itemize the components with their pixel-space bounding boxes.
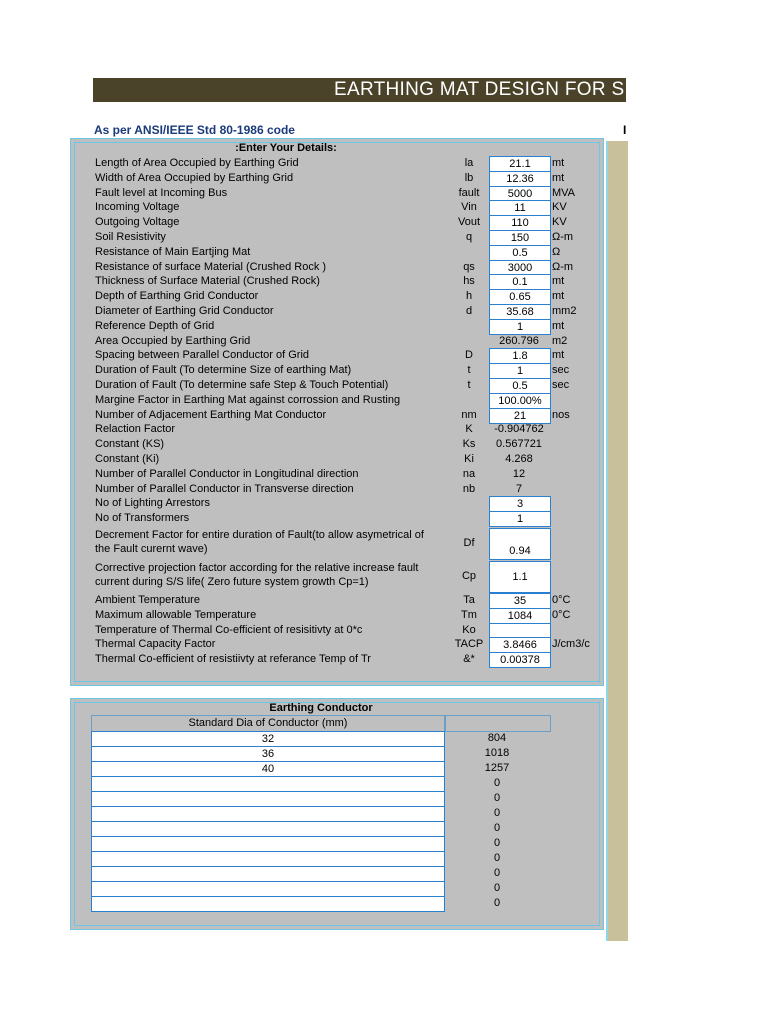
detail-label: Temperature of Thermal Co-efficient of resisitivty at 0*c — [95, 623, 363, 636]
conductor-area-cell: 804 — [487, 732, 507, 744]
detail-value-field[interactable]: 12.36 — [489, 171, 551, 187]
detail-label: Length of Area Occupied by Earthing Grid — [95, 157, 299, 169]
conductor-area-cell: 0 — [493, 792, 501, 804]
conductor-column-header: Standard Dia of Conductor (mm) — [91, 715, 445, 732]
detail-row — [71, 422, 601, 437]
detail-value-field[interactable]: 35.68 — [489, 304, 551, 320]
detail-label: Width of Area Occupied by Earthing Grid — [95, 171, 294, 184]
conductor-table-row — [91, 806, 551, 820]
conductor-area-cell: 0 — [493, 852, 501, 864]
detail-symbol: q — [465, 231, 473, 243]
detail-symbol: lb — [464, 171, 474, 184]
conductor-area-cell: 0 — [493, 777, 501, 789]
detail-unit: mt — [552, 349, 565, 362]
detail-row — [71, 230, 601, 245]
conductor-table-row — [91, 821, 551, 835]
conductor-dia-cell[interactable] — [91, 791, 445, 807]
detail-label: Soil Resistivity — [95, 231, 166, 243]
conductor-dia-cell[interactable] — [91, 821, 445, 837]
detail-value-field[interactable]: 100.00% — [489, 393, 551, 409]
detail-value-field: 4.268 — [505, 453, 533, 465]
conductor-table-row — [91, 896, 551, 910]
detail-symbol: nb — [462, 482, 476, 495]
detail-symbol: h — [465, 290, 473, 303]
detail-value-field[interactable]: 1.8 — [489, 348, 551, 364]
detail-symbol: Tm — [461, 608, 477, 621]
detail-symbol: Vin — [461, 201, 477, 214]
conductor-area-cell: 0 — [493, 837, 501, 849]
detail-label: Area Occupied by Earthing Grid — [95, 334, 251, 347]
detail-row — [71, 304, 601, 319]
detail-label: Ambient Temperature — [95, 594, 200, 606]
detail-value-field: 260.796 — [499, 334, 539, 347]
detail-symbol: K — [465, 423, 473, 436]
detail-row — [71, 437, 601, 452]
detail-symbol: t — [467, 364, 471, 377]
detail-value-field[interactable]: 0.5 — [489, 245, 551, 261]
detail-label: Thermal Co-efficient of resistiivty at referance Temp of Tr — [95, 653, 371, 666]
detail-label: Margine Factor in Earthing Mat against corrossion and Rusting — [95, 393, 401, 406]
decrement-row-label-line2: the Fault curernt wave) — [95, 543, 208, 555]
detail-unit: mm2 — [552, 305, 577, 317]
detail-symbol: Ks — [462, 438, 476, 451]
conductor-dia-cell[interactable] — [91, 776, 445, 792]
detail-label: Number of Adjacement Earthing Mat Conductor — [95, 408, 327, 421]
detail-label: Resistance of surface Material (Crushed Rock ) — [95, 260, 327, 273]
detail-value-field[interactable]: 11 — [489, 200, 551, 216]
detail-value-field[interactable]: 21.1 — [489, 156, 551, 172]
detail-symbol: d — [465, 305, 473, 317]
conductor-table-row — [91, 851, 551, 865]
detail-symbol: nm — [461, 408, 477, 421]
detail-value-field: 0.567721 — [496, 438, 542, 451]
standard-subtitle: As per ANSI/IEEE Std 80-1986 code — [94, 123, 295, 137]
detail-unit: Ω-m — [552, 260, 574, 273]
detail-value-field[interactable]: 3.8466 — [489, 637, 551, 653]
detail-label: Diameter of Earthing Grid Conductor — [95, 305, 274, 317]
conductor-dia-cell[interactable]: 40 — [91, 761, 445, 777]
conductor-dia-cell[interactable] — [91, 881, 445, 897]
detail-label: No of Transformers — [95, 512, 190, 525]
detail-row — [71, 156, 601, 171]
conductor-heading: Earthing Conductor — [269, 702, 373, 714]
conductor-area-header — [445, 715, 551, 732]
detail-symbol: Ki — [464, 453, 474, 465]
conductor-table-row — [91, 791, 551, 805]
detail-unit: mt — [552, 171, 565, 184]
detail-row — [71, 245, 601, 260]
detail-row — [71, 363, 601, 378]
detail-unit: mt — [552, 319, 565, 332]
detail-value-field[interactable]: 21 — [489, 408, 551, 424]
detail-unit: J/cm3/c — [552, 638, 590, 651]
detail-label: Outgoing Voltage — [95, 216, 180, 229]
conductor-table-row — [91, 761, 551, 775]
detail-symbol: hs — [463, 275, 475, 288]
detail-value-field[interactable]: 0.5 — [489, 378, 551, 394]
detail-row — [71, 171, 601, 186]
detail-unit: sec — [552, 364, 570, 377]
details-heading: :Enter Your Details: — [235, 142, 337, 154]
detail-row — [71, 496, 601, 511]
detail-symbol: &* — [463, 653, 475, 666]
conductor-dia-cell[interactable] — [91, 851, 445, 867]
conductor-area-cell: 0 — [493, 882, 501, 894]
detail-symbol: qs — [463, 260, 475, 273]
conductor-dia-cell[interactable] — [91, 866, 445, 882]
conductor-area-cell: 0 — [493, 867, 501, 879]
detail-symbol: t — [467, 379, 471, 391]
detail-value-field[interactable]: 0.65 — [489, 289, 551, 305]
conductor-area-cell: 1257 — [484, 762, 510, 774]
decrement-row-value-field[interactable]: 0.94 — [489, 528, 551, 560]
detail-value-field[interactable]: 110 — [489, 215, 551, 231]
detail-value-field[interactable]: 150 — [489, 230, 551, 246]
detail-label: Number of Parallel Conductor in Transverse direction — [95, 482, 354, 495]
detail-row — [71, 467, 601, 482]
projection-row-label-line1: Corrective projection factor according for the relative increase fault — [95, 562, 419, 574]
detail-value-field[interactable]: 0.00378 — [489, 652, 551, 668]
detail-value-field[interactable]: 0.1 — [489, 274, 551, 290]
detail-value-field[interactable]: 1 — [489, 319, 551, 335]
conductor-table-row — [91, 881, 551, 895]
detail-row — [71, 348, 601, 363]
detail-unit: mt — [552, 275, 565, 288]
detail-row — [71, 482, 601, 497]
detail-unit: KV — [552, 216, 567, 229]
detail-label: Relaction Factor — [95, 423, 176, 436]
detail-row — [71, 186, 601, 201]
detail-unit: Ω-m — [552, 231, 574, 243]
conductor-area-cell: 0 — [493, 807, 501, 819]
detail-unit: MVA — [552, 186, 576, 199]
detail-unit: Ω — [552, 245, 561, 258]
conductor-area-cell: 0 — [493, 822, 501, 834]
conductor-table-row — [91, 731, 551, 745]
detail-label: Incoming Voltage — [95, 201, 180, 214]
detail-symbol: Vout — [457, 216, 481, 229]
detail-row — [71, 408, 601, 423]
detail-label: Duration of Fault (To determine Size of earthing Mat) — [95, 364, 352, 377]
detail-row — [71, 511, 601, 526]
detail-row — [71, 274, 601, 289]
detail-unit: 0°C — [552, 608, 571, 621]
detail-label: Thermal Capacity Factor — [95, 638, 216, 651]
conductor-area-cell: 1018 — [484, 747, 510, 759]
detail-unit: KV — [552, 201, 567, 214]
detail-row — [71, 452, 601, 467]
detail-value-field: -0.904762 — [494, 423, 544, 436]
detail-label: Resistance of Main Eartjing Mat — [95, 245, 251, 258]
conductor-area-cell: 0 — [493, 897, 501, 909]
detail-unit: m2 — [552, 334, 568, 347]
detail-label: Maximum allowable Temperature — [95, 608, 257, 621]
detail-label: Reference Depth of Grid — [95, 319, 215, 332]
detail-value-field[interactable]: 1084 — [489, 608, 551, 624]
detail-symbol: na — [462, 467, 476, 480]
page-title: EARTHING MAT DESIGN FOR S — [334, 79, 625, 100]
detail-label: Depth of Earthing Grid Conductor — [95, 290, 259, 303]
detail-row — [71, 393, 601, 408]
detail-row — [71, 260, 601, 275]
decrement-row — [71, 528, 601, 562]
conductor-table-row — [91, 746, 551, 760]
detail-label: Fault level at Incoming Bus — [95, 186, 228, 199]
projection-row-symbol: Cp — [461, 570, 477, 582]
detail-label: Constant (KS) — [95, 438, 165, 451]
detail-value-field[interactable]: 1 — [489, 511, 551, 527]
detail-label: Constant (Ki) — [95, 453, 160, 465]
conductor-table-row — [91, 866, 551, 880]
detail-unit: mt — [552, 290, 565, 303]
detail-label: Spacing between Parallel Conductor of Grid — [95, 349, 310, 362]
conductor-dia-cell[interactable]: 32 — [91, 731, 445, 747]
detail-value-field[interactable]: 35 — [489, 593, 551, 609]
detail-symbol: D — [465, 349, 473, 362]
detail-row — [71, 378, 601, 393]
conductor-table-row — [91, 776, 551, 790]
detail-row — [71, 215, 601, 230]
detail-label: No of Lighting Arrestors — [95, 497, 210, 510]
detail-row — [71, 319, 601, 334]
detail-value-field: 7 — [515, 482, 523, 495]
detail-label: Thickness of Surface Material (Crushed Rock) — [95, 275, 320, 288]
detail-symbol: la — [464, 157, 474, 169]
detail-row — [71, 334, 601, 349]
conductor-table-row — [91, 836, 551, 850]
decrement-row-label-line1: Decrement Factor for entire duration of Fault(to allow asymetrical of — [95, 529, 424, 541]
detail-symbol: Ko — [462, 623, 476, 636]
conductor-panel — [70, 698, 604, 930]
detail-value-field: 12 — [512, 467, 526, 480]
conductor-dia-cell[interactable] — [91, 806, 445, 822]
detail-unit: 0°C — [552, 594, 571, 606]
projection-row-value-field[interactable]: 1.1 — [489, 561, 551, 593]
detail-value-field[interactable]: 3000 — [489, 260, 551, 276]
detail-unit: sec — [552, 379, 570, 391]
detail-row — [71, 200, 601, 215]
projection-row — [71, 561, 601, 595]
edge-mark: I — [623, 123, 627, 137]
detail-row — [71, 593, 601, 608]
detail-row — [71, 289, 601, 304]
detail-symbol: fault — [458, 186, 480, 199]
detail-symbol: TACP — [454, 638, 484, 651]
detail-value-field[interactable]: 1 — [489, 363, 551, 379]
detail-value-field[interactable]: 5000 — [489, 186, 551, 202]
detail-unit: nos — [552, 408, 570, 421]
conductor-dia-cell[interactable] — [91, 836, 445, 852]
conductor-dia-cell[interactable]: 36 — [91, 746, 445, 762]
detail-row — [71, 637, 601, 652]
title-bar — [93, 78, 626, 102]
detail-label: Duration of Fault (To determine safe Step & Touch Potential) — [95, 379, 389, 391]
detail-row — [71, 652, 601, 667]
decrement-row-symbol: Df — [463, 537, 475, 549]
right-column-strip — [606, 141, 628, 941]
detail-value-field[interactable]: 3 — [489, 496, 551, 512]
detail-symbol: Ta — [463, 594, 475, 606]
detail-unit: mt — [552, 157, 565, 169]
projection-row-label-line2: current during S/S life( Zero future system growth Cp=1) — [95, 576, 369, 588]
detail-row — [71, 623, 601, 638]
detail-label: Number of Parallel Conductor in Longitudinal direction — [95, 467, 359, 480]
detail-row — [71, 608, 601, 623]
details-panel — [70, 138, 604, 686]
conductor-dia-cell[interactable] — [91, 896, 445, 912]
detail-value-field[interactable] — [489, 623, 551, 639]
